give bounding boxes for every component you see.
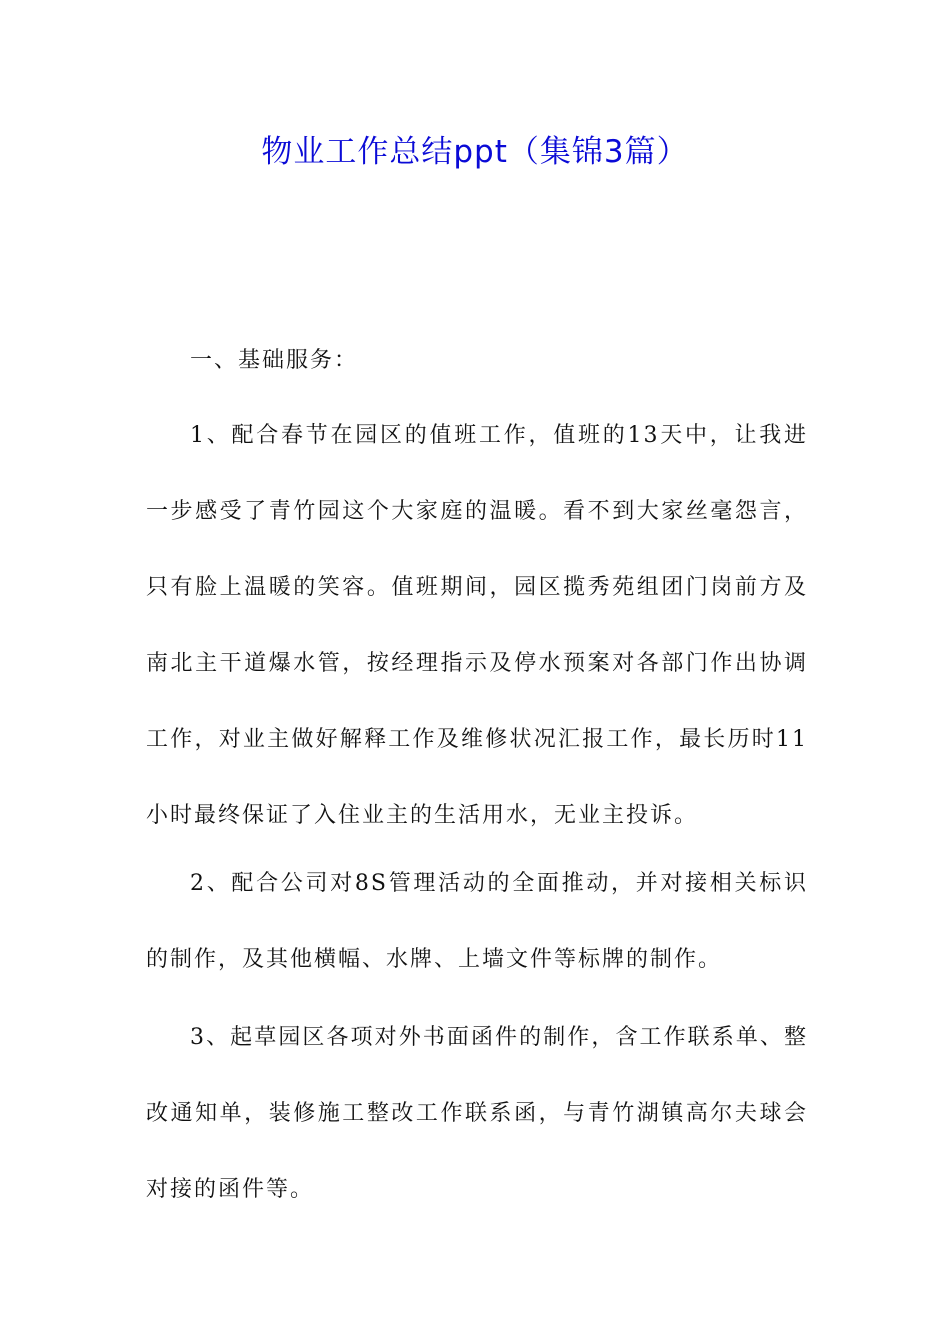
paragraph-3: 3、起草园区各项对外书面函件的制作，含工作联系单、整改通知单，装修施工整改工作联系函，与青竹湖镇高尔夫球会对接的函件等。 xyxy=(146,1025,808,1202)
paragraph-2: 2、配合公司对8S管理活动的全面推动，并对接相关标识的制作，及其他横幅、水牌、上墙文件等标牌的制作。 xyxy=(146,871,808,972)
document-title: 物业工作总结ppt（集锦3篇） xyxy=(261,134,689,170)
section-heading: 一、基础服务： xyxy=(190,348,359,373)
paragraph-1: 1、配合春节在园区的值班工作，值班的13天中，让我进一步感受了青竹园这个大家庭的温暖。看不到大家丝毫怨言，只有脸上温暖的笑容。值班期间，园区揽秀苑组团门岗前方及南北主干道爆水管，按经理指示及停水预案对各部门作出协调工作，对业主做好解释工作及维修状况汇报工作，最长历时11小时最终保证了入住业主的生活用水，无业主投诉。 xyxy=(146,423,808,828)
